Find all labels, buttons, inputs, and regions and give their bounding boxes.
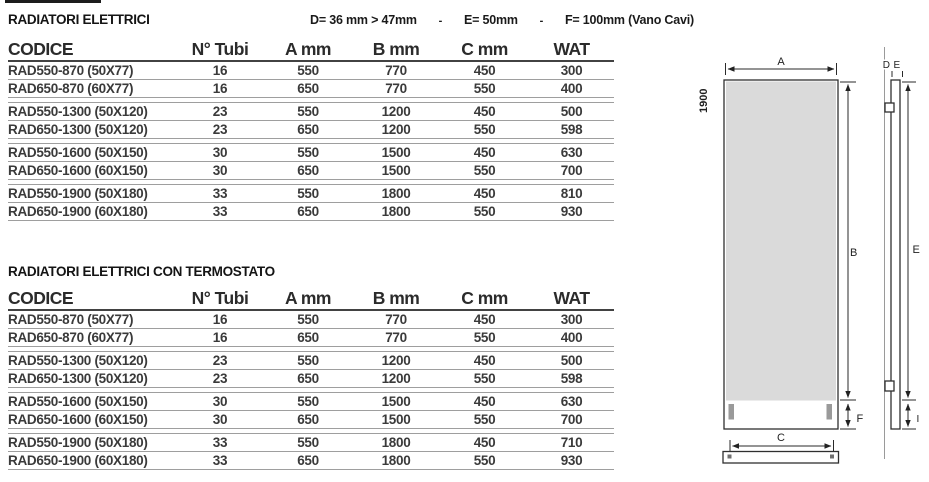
cell-c-mm: 450 — [473, 353, 496, 368]
dim-label-a: A — [777, 56, 785, 68]
cell-n-tubi: 33 — [212, 435, 228, 450]
cell-n-tubi: 16 — [212, 330, 228, 345]
cell-wat: 630 — [560, 145, 583, 160]
cell-wat: 810 — [560, 186, 583, 201]
bracket-screw-left — [728, 455, 732, 459]
cell-codice: RAD650-1600 (60X150) — [8, 412, 148, 427]
table-row — [8, 352, 614, 369]
cell-b-mm: 1500 — [381, 394, 411, 409]
wall-bracket-bottom — [885, 381, 894, 391]
cell-c-mm: 550 — [473, 330, 496, 345]
table-row — [8, 434, 614, 451]
cell-b-mm: 1200 — [381, 353, 411, 368]
cell-a-mm: 550 — [297, 312, 319, 327]
table-row — [8, 311, 614, 328]
spec-tables-area — [8, 12, 694, 468]
table-row — [8, 185, 614, 202]
cell-c-mm: 550 — [473, 371, 496, 386]
row-group — [8, 143, 614, 180]
table-body — [8, 62, 614, 221]
table-row — [8, 161, 614, 179]
row-group — [8, 351, 614, 388]
dim-label-c: C — [777, 432, 785, 444]
cell-a-mm: 550 — [297, 186, 319, 201]
table-row — [8, 328, 614, 346]
column-header-wat: WAT — [553, 39, 590, 59]
cell-b-mm: 1200 — [381, 371, 411, 386]
cell-c-mm: 450 — [473, 145, 496, 160]
radiator-side-outline — [891, 80, 900, 429]
column-header-n-tubi: N° Tubi — [191, 288, 249, 308]
legend-d: D= 36 mm > 47mm — [310, 13, 417, 27]
dim-label-1900: 1900 — [698, 88, 710, 113]
cell-b-mm: 1200 — [381, 122, 411, 137]
cell-n-tubi: 23 — [212, 353, 228, 368]
bracket-bar — [723, 452, 839, 464]
row-group — [8, 392, 614, 429]
cell-codice: RAD550-870 (50X77) — [8, 63, 134, 78]
cell-wat: 930 — [560, 204, 583, 219]
bracket-screw-right — [830, 455, 834, 459]
cell-c-mm: 450 — [473, 186, 496, 201]
cell-codice: RAD650-1900 (60X180) — [8, 204, 148, 219]
column-header-codice: CODICE — [8, 39, 74, 59]
cell-b-mm: 1800 — [381, 186, 411, 201]
cell-codice: RAD550-1600 (50X150) — [8, 394, 148, 409]
cell-wat: 630 — [560, 394, 583, 409]
row-group — [8, 184, 614, 221]
legend-separator: - — [539, 15, 544, 27]
column-header-c-mm: C mm — [461, 288, 508, 308]
cell-a-mm: 550 — [297, 145, 319, 160]
cell-b-mm: 1500 — [381, 145, 411, 160]
legend-e: E= 50mm — [463, 13, 518, 27]
column-header-b-mm: B mm — [372, 288, 420, 308]
cell-codice: RAD650-870 (60X77) — [8, 81, 134, 96]
cell-c-mm: 550 — [473, 122, 496, 137]
column-header-codice: CODICE — [8, 288, 74, 308]
foot-tab-left — [729, 404, 735, 420]
cell-n-tubi: 30 — [212, 412, 228, 427]
cell-codice: RAD550-1600 (50X150) — [8, 145, 148, 160]
cell-a-mm: 650 — [297, 371, 319, 386]
column-header-a-mm: A mm — [285, 39, 331, 59]
cell-c-mm: 450 — [473, 312, 496, 327]
cell-wat: 930 — [560, 453, 583, 468]
cell-n-tubi: 33 — [212, 204, 228, 219]
radiator-technical-drawing — [690, 10, 929, 480]
front-view — [698, 56, 864, 463]
cell-n-tubi: 33 — [212, 453, 228, 468]
cell-b-mm: 1800 — [381, 453, 411, 468]
table-row — [8, 393, 614, 410]
table-row — [8, 79, 614, 97]
radiator-panel — [726, 82, 836, 401]
cell-c-mm: 450 — [473, 394, 496, 409]
cell-a-mm: 550 — [297, 104, 319, 119]
cell-c-mm: 550 — [473, 412, 496, 427]
dim-label-b: B — [850, 247, 858, 259]
side-view — [883, 47, 920, 459]
cell-n-tubi: 30 — [212, 394, 228, 409]
cell-codice: RAD650-1600 (60X150) — [8, 163, 148, 178]
table-row — [8, 103, 614, 120]
legend-separator: - — [438, 15, 443, 27]
cell-n-tubi: 33 — [212, 186, 228, 201]
cell-a-mm: 650 — [297, 81, 319, 96]
dim-label-e-depth: E — [893, 60, 901, 71]
cell-c-mm: 550 — [473, 204, 496, 219]
cell-b-mm: 1200 — [381, 104, 411, 119]
cell-b-mm: 770 — [385, 330, 407, 345]
cell-c-mm: 550 — [473, 163, 496, 178]
section-title: RADIATORI ELETTRICI — [8, 12, 150, 27]
cell-a-mm: 650 — [297, 330, 319, 345]
cell-c-mm: 550 — [473, 81, 496, 96]
cell-n-tubi: 23 — [212, 104, 228, 119]
cell-wat: 598 — [560, 122, 583, 137]
table-row — [8, 369, 614, 387]
cell-codice: RAD650-1300 (50X120) — [8, 371, 148, 386]
dim-label-i: I — [916, 414, 920, 425]
column-header-a-mm: A mm — [285, 288, 331, 308]
cell-c-mm: 450 — [473, 63, 496, 78]
table-body — [8, 311, 614, 470]
cell-b-mm: 770 — [385, 312, 407, 327]
cell-codice: RAD550-1900 (50X180) — [8, 186, 148, 201]
cell-a-mm: 650 — [297, 122, 319, 137]
column-header-b-mm: B mm — [372, 39, 420, 59]
cell-wat: 500 — [560, 104, 583, 119]
table-row — [8, 120, 614, 138]
table-header-row — [8, 288, 614, 311]
cell-b-mm: 1500 — [381, 163, 411, 178]
cell-c-mm: 550 — [473, 453, 496, 468]
section-title: RADIATORI ELETTRICI CON TERMOSTATO — [8, 264, 275, 279]
row-group — [8, 62, 614, 98]
cell-b-mm: 1800 — [381, 204, 411, 219]
page-top-scan-bar — [5, 0, 101, 3]
dimension-legend — [310, 13, 694, 27]
cell-a-mm: 550 — [297, 353, 319, 368]
cell-a-mm: 550 — [297, 394, 319, 409]
cell-a-mm: 650 — [297, 453, 319, 468]
cell-n-tubi: 16 — [212, 81, 228, 96]
cell-c-mm: 450 — [473, 104, 496, 119]
cell-codice: RAD650-1300 (50X120) — [8, 122, 148, 137]
dim-label-d: D — [882, 60, 890, 71]
cell-n-tubi: 16 — [212, 312, 228, 327]
cell-a-mm: 550 — [297, 63, 319, 78]
table-row — [8, 202, 614, 220]
cell-n-tubi: 23 — [212, 122, 228, 137]
table-row — [8, 451, 614, 469]
cell-codice: RAD550-1900 (50X180) — [8, 435, 148, 450]
cell-wat: 710 — [560, 435, 583, 450]
table-row — [8, 410, 614, 428]
cell-codice: RAD550-1300 (50X120) — [8, 104, 148, 119]
cell-a-mm: 650 — [297, 412, 319, 427]
row-group — [8, 433, 614, 470]
cell-n-tubi: 16 — [212, 63, 228, 78]
cell-a-mm: 550 — [297, 435, 319, 450]
cell-b-mm: 1800 — [381, 435, 411, 450]
cell-wat: 400 — [560, 330, 583, 345]
row-group — [8, 311, 614, 347]
cell-a-mm: 650 — [297, 163, 319, 178]
section-head — [8, 264, 614, 286]
table-row — [8, 144, 614, 161]
cell-wat: 400 — [560, 81, 583, 96]
table-header-row — [8, 39, 614, 62]
foot-tab-right — [827, 404, 833, 420]
cell-codice: RAD650-870 (60X77) — [8, 330, 134, 345]
dim-label-f: F — [856, 413, 864, 425]
cell-wat: 300 — [560, 63, 583, 78]
cell-n-tubi: 30 — [212, 163, 228, 178]
table-section-radiatori-elettrici-con-termostato — [8, 264, 614, 470]
cell-wat: 598 — [560, 371, 583, 386]
table-section-radiatori-elettrici — [8, 12, 694, 221]
cell-wat: 700 — [560, 412, 583, 427]
cell-b-mm: 1500 — [381, 412, 411, 427]
cell-b-mm: 770 — [385, 81, 407, 96]
column-header-n-tubi: N° Tubi — [191, 39, 249, 59]
cell-codice: RAD550-870 (50X77) — [8, 312, 134, 327]
cell-n-tubi: 30 — [212, 145, 228, 160]
cell-b-mm: 770 — [385, 63, 407, 78]
column-header-c-mm: C mm — [461, 39, 508, 59]
cell-codice: RAD650-1900 (60X180) — [8, 453, 148, 468]
legend-f: F= 100mm (Vano Cavi) — [564, 13, 694, 27]
cell-n-tubi: 23 — [212, 371, 228, 386]
cell-wat: 300 — [560, 312, 583, 327]
dim-label-e-height: E — [912, 244, 920, 256]
cell-a-mm: 650 — [297, 204, 319, 219]
cell-c-mm: 450 — [473, 435, 496, 450]
column-header-wat: WAT — [553, 288, 590, 308]
cell-codice: RAD550-1300 (50X120) — [8, 353, 148, 368]
table-row — [8, 62, 614, 79]
wall-bracket-top — [885, 103, 894, 112]
section-head — [8, 12, 694, 34]
row-group — [8, 102, 614, 139]
cell-wat: 700 — [560, 163, 583, 178]
cell-wat: 500 — [560, 353, 583, 368]
